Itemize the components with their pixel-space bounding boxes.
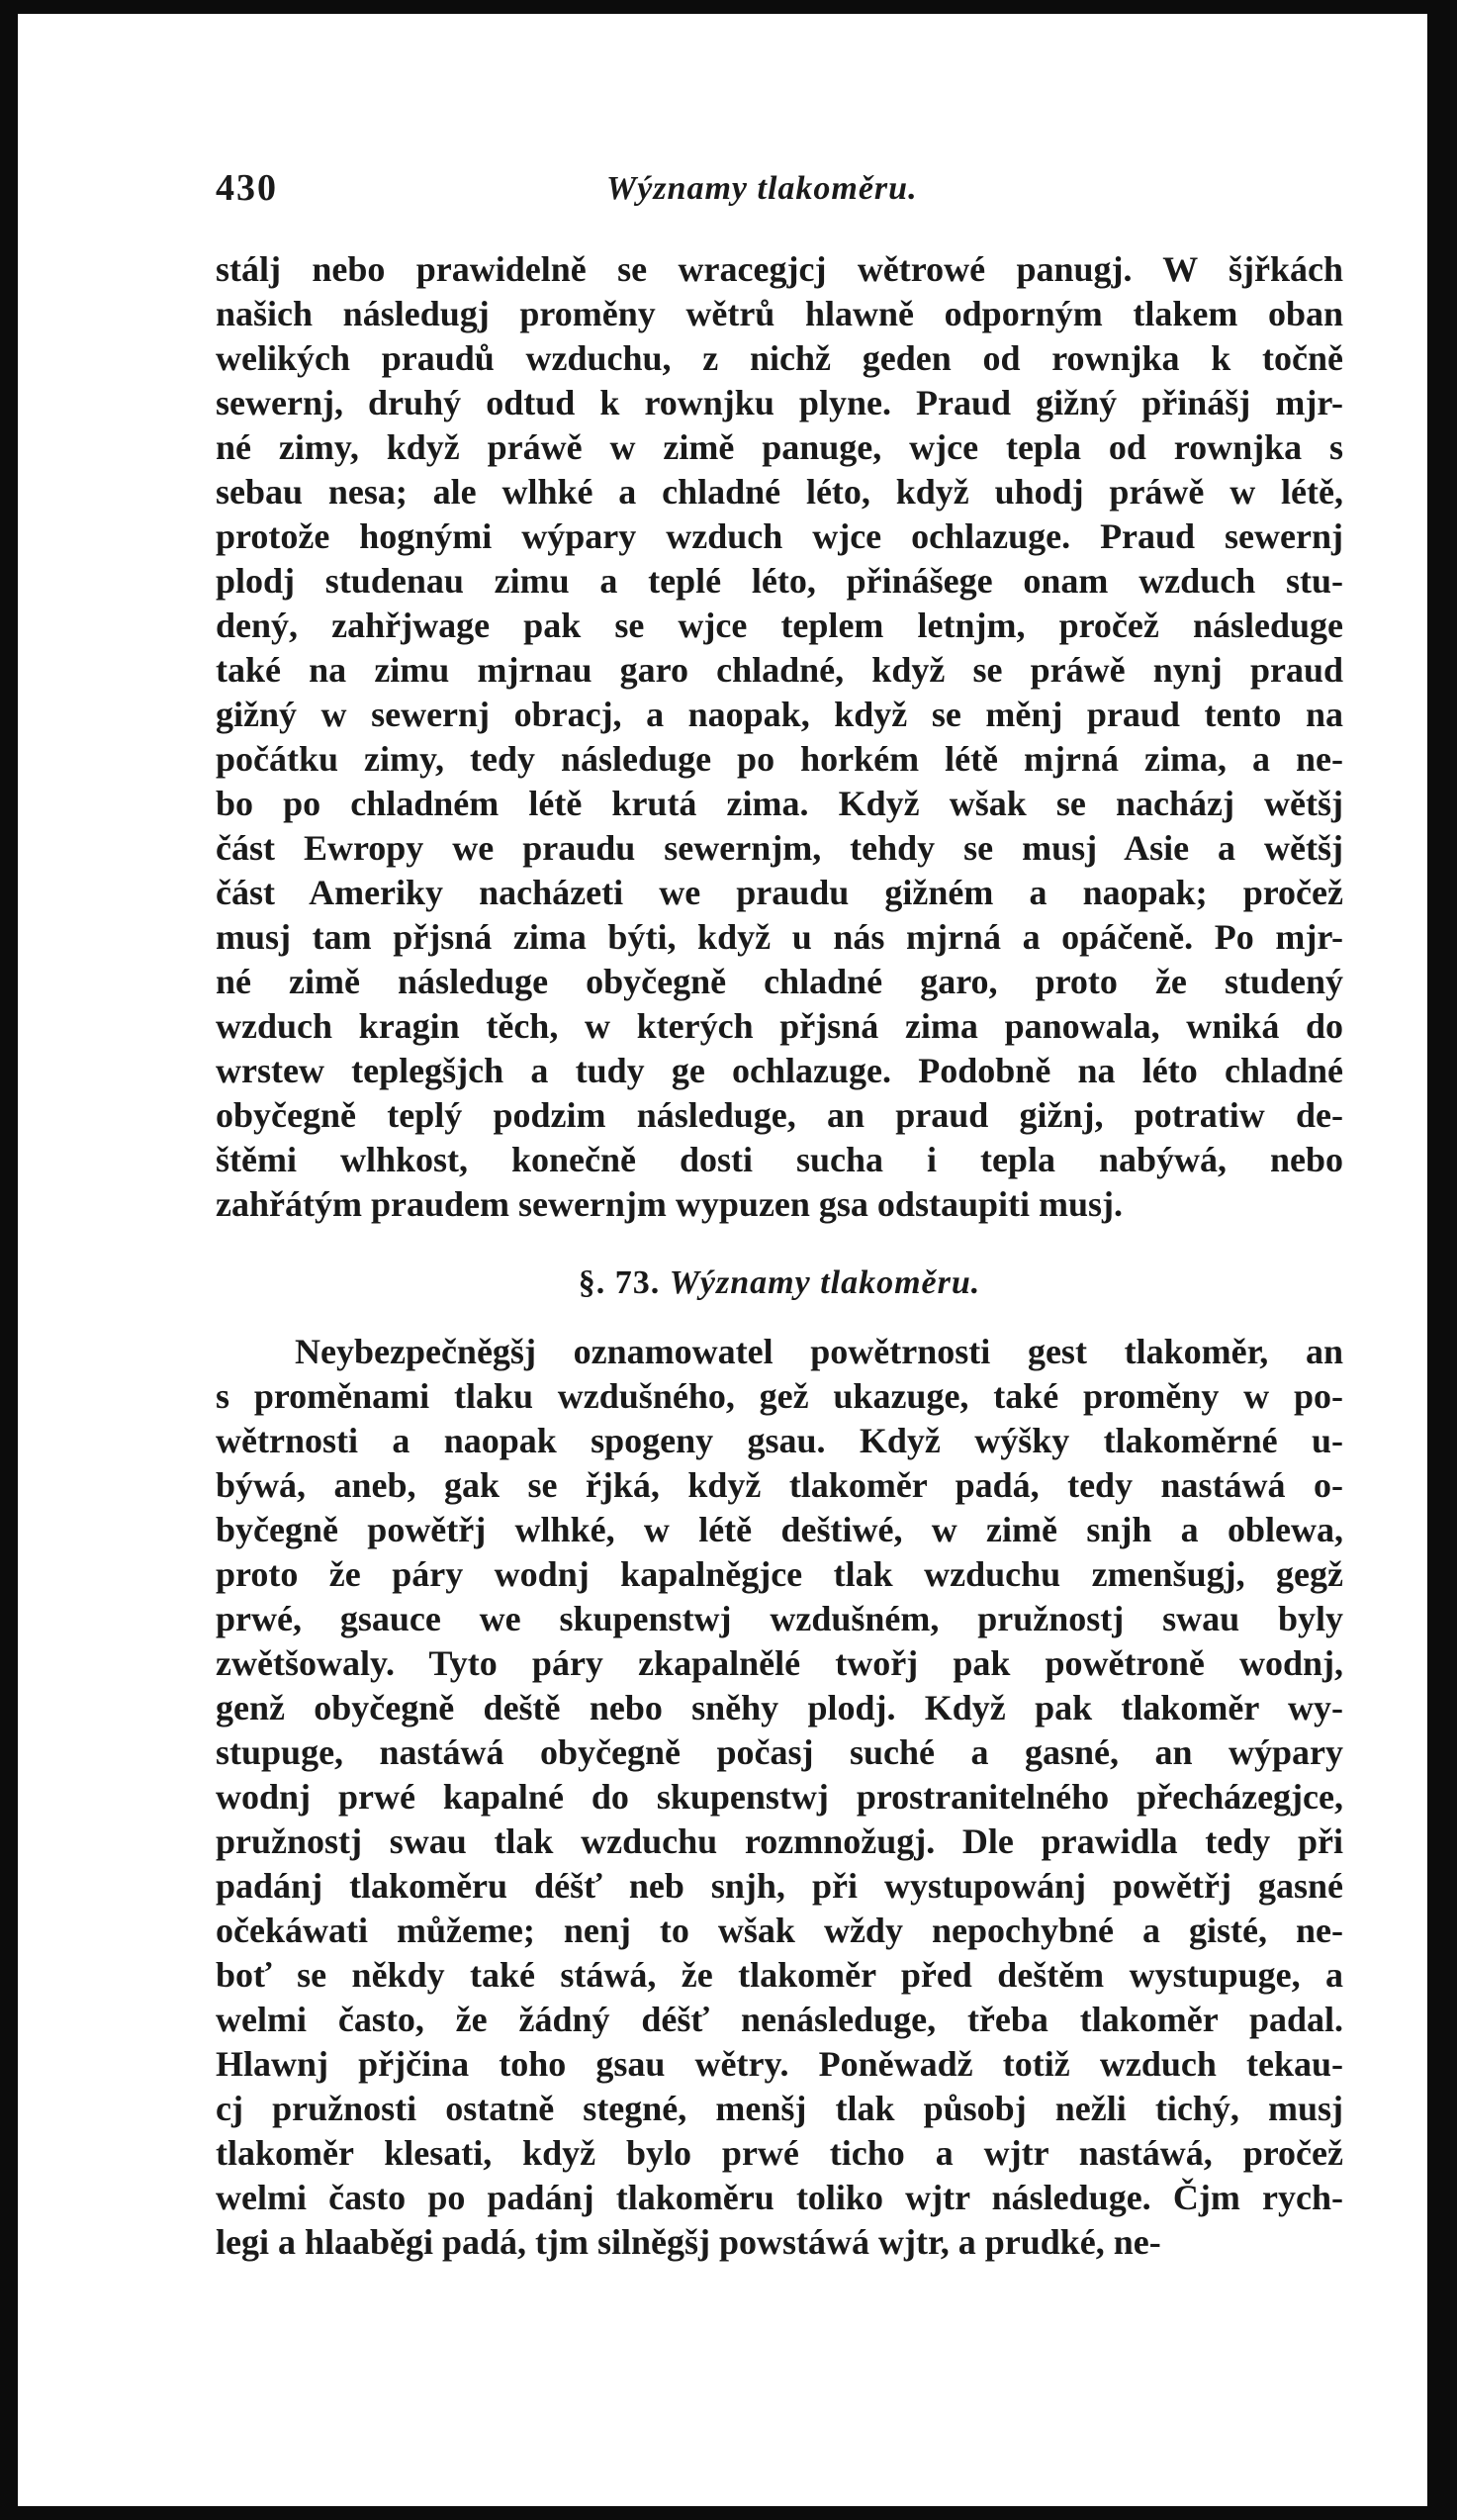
text-line: genž obyčegně deště nebo sněhy plodj. Když pak tlakoměr wy- (216, 1688, 1343, 1727)
text-line: proto že páry wodnj kapalněgjce tlak wzduchu zmenšugj, gegž (216, 1554, 1343, 1594)
text-line: štěmi wlhkost, konečně dosti sucha i tepla nabýwá, nebo (216, 1140, 1343, 1179)
text-line: plodj studenau zimu a teplé léto, přinášege onam wzduch stu- (216, 561, 1343, 601)
text-line: wrstew teplegšjch a tudy ge ochlazuge. Podobně na léto chladné (216, 1051, 1343, 1090)
text-line: gižný w sewernj obracj, a naopak, když se měnj praud tento na (216, 695, 1343, 734)
text-line: padánj tlakoměru déšť neb snjh, při wystupowánj powětřj gasné (216, 1866, 1343, 1906)
text-line: stupuge, nastáwá obyčegně počasj suché a gasné, an wýpary (216, 1732, 1343, 1772)
paragraph-section (216, 1330, 1343, 2265)
text-line: Hlawnj přjčina toho gsau wětry. Poněwadž totiž wzduch tekau- (216, 2044, 1343, 2084)
text-line: protože hognými wýpary wzduch wjce ochlazuge. Praud sewernj (216, 516, 1343, 556)
text-line: obyčegně teplý podzim následuge, an praud gižnj, potratiw de- (216, 1095, 1343, 1135)
page-number: 430 (216, 167, 278, 209)
text-line: wětrnosti a naopak spogeny gsau. Když wýšky tlakoměrné u- (216, 1421, 1343, 1460)
text-line: část Ewropy we praudu sewernjm, tehdy se musj Asie a wětšj (216, 828, 1343, 868)
text-line: boť se někdy také stáwá, že tlakoměr před deštěm wystupuge, a (216, 1955, 1343, 1995)
text-line: sebau nesa; ale wlhké a chladné léto, když uhodj práwě w létě, (216, 472, 1343, 512)
text-line: sewernj, druhý odtud k rownjku plyne. Praud gižný přinášj mjr- (216, 383, 1343, 422)
text-line: welmi často po padánj tlakoměru toliko wjtr následuge. Čjm rych- (216, 2178, 1343, 2217)
text-line: bo po chladném létě krutá zima. Když wšak se nacházj wětšj (216, 784, 1343, 823)
text-line: Neybezpečněgšj oznamowatel powětrnosti gest tlakoměr, an (295, 1332, 1343, 1371)
text-line: také na zimu mjrnau garo chladné, když se práwě nynj praud (216, 650, 1343, 690)
text-line: s proměnami tlaku wzdušného, gež ukazuge, také proměny w po- (216, 1376, 1343, 1416)
text-line: wodnj prwé kapalné do skupenstwj prostranitelného přecházegjce, (216, 1777, 1343, 1817)
text-line: pružnostj swau tlak wzduchu rozmnožugj. Dle prawidla tedy při (216, 1821, 1343, 1861)
text-line: očekáwati můžeme; nenj to wšak wždy nepochybné a gisté, ne- (216, 1911, 1343, 1950)
paragraph-continued (216, 247, 1343, 1227)
page-header (216, 158, 1343, 218)
section-title: Wýznamy tlakoměru. (669, 1264, 981, 1301)
section-heading (216, 1264, 1343, 1302)
text-line: wzduch kragin těch, w kterých přjsná zima panowala, wniká do (216, 1006, 1343, 1046)
text-line: né zimy, když práwě w zimě panuge, wjce tepla od rownjka s (216, 427, 1343, 467)
text-line: tlakoměr klesati, když bylo prwé ticho a wjtr nastáwá, pročež (216, 2133, 1343, 2173)
text-line: zahřátým praudem sewernjm wypuzen gsa odstaupiti musj. (216, 1184, 1123, 1224)
text-line: našich následugj proměny wětrů hlawně odporným tlakem oban (216, 294, 1343, 333)
text-line: býwá, aneb, gak se řjká, když tlakoměr padá, tedy nastáwá o- (216, 1465, 1343, 1505)
text-line: stálj nebo prawidelně se wracegjcj wětrowé panugj. W šjřkách (216, 249, 1343, 289)
running-head: Wýznamy tlakoměru. (606, 170, 918, 207)
book-page (216, 158, 1343, 2265)
text-line: musj tam přjsná zima býti, když u nás mjrná a opáčeně. Po mjr- (216, 917, 1343, 957)
section-number: §. 73. (578, 1264, 661, 1301)
text-line: část Ameriky nacházeti we praudu gižném a naopak; pročež (216, 873, 1343, 912)
text-line: dený, zahřjwage pak se wjce teplem letnjm, pročež následuge (216, 606, 1343, 645)
text-line: byčegně powětřj wlhké, w létě deštiwé, w zimě snjh a oblewa, (216, 1510, 1343, 1549)
text-line: né zimě následuge obyčegně chladné garo, proto že studený (216, 962, 1343, 1001)
text-line: zwětšowaly. Tyto páry zkapalnělé twořj pak powětroně wodnj, (216, 1643, 1343, 1683)
text-line: legi a hlaaběgi padá, tjm silněgšj powstáwá wjtr, a prudké, ne- (216, 2222, 1161, 2262)
text-line: welikých praudů wzduchu, z nichž geden od rownjka k točně (216, 338, 1343, 378)
text-line: prwé, gsauce we skupenstwj wzdušném, pružnostj swau byly (216, 1599, 1343, 1638)
text-line: welmi často, že žádný déšť nenásleduge, třeba tlakoměr padal. (216, 2000, 1343, 2039)
text-line: počátku zimy, tedy následuge po horkém létě mjrná zima, a ne- (216, 739, 1343, 779)
text-line: cj pružnosti ostatně stegné, menšj tlak působj nežli tichý, musj (216, 2089, 1343, 2128)
